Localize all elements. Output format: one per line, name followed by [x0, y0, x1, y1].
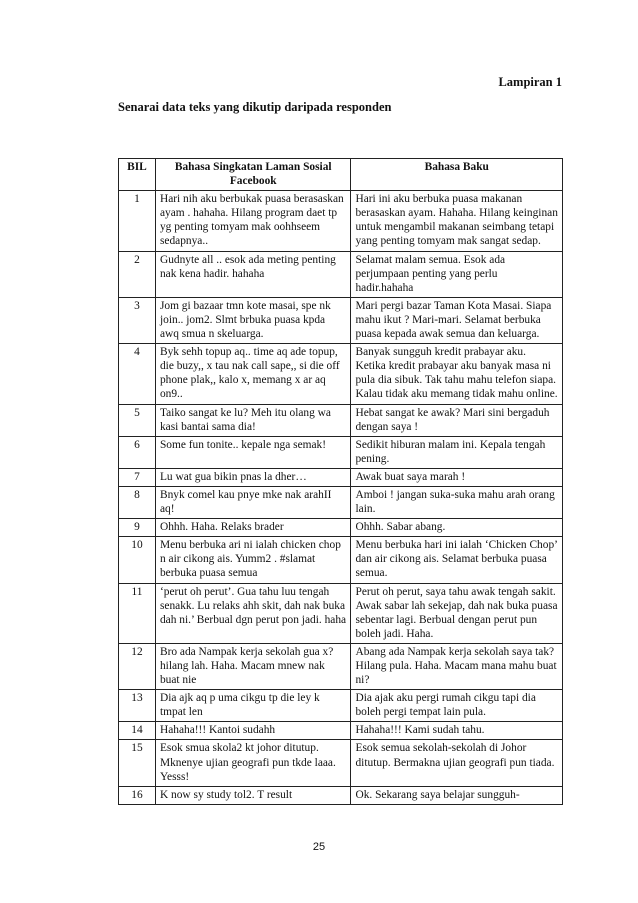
- response-data-table: [118, 158, 563, 805]
- cell-baku: Perut oh perut, saya tahu awak tengah sakit. Awak sabar lah sekejap, dah nak buka puasa sebentar lagi. Berbual dengan perut pun boleh jadi. Haha.: [351, 583, 563, 643]
- cell-baku: Selamat malam semua. Esok ada perjumpaan penting yang perlu hadir.hahaha: [351, 251, 563, 297]
- cell-baku: Hebat sangat ke awak? Mari sini bergaduh dengan saya !: [351, 404, 563, 436]
- cell-singkatan: Hahaha!!! Kantoi sudahh: [155, 722, 351, 740]
- cell-baku: Ohhh. Sabar abang.: [351, 519, 563, 537]
- cell-singkatan: Jom gi bazaar tmn kote masai, spe nk join.. jom2. Slmt brbuka puasa kpda awq smua n skeluarga.: [155, 297, 351, 343]
- table-row: [119, 722, 563, 740]
- row-number: 15: [119, 740, 156, 786]
- row-number: 13: [119, 690, 156, 722]
- cell-singkatan: Menu berbuka ari ni ialah chicken chop n air cikong ais. Yumm2 . #slamat berbuka puasa semua: [155, 537, 351, 583]
- row-number: 5: [119, 404, 156, 436]
- cell-singkatan: Hari nih aku berbukak puasa berasaskan ayam . hahaha. Hilang program daet tp yg penting tomyam mak oohhseem sedapnya..: [155, 191, 351, 251]
- cell-baku: Mari pergi bazar Taman Kota Masai. Siapa mahu ikut ? Mari-mari. Selamat berbuka puasa kepada awak semua dan keluarga.: [351, 297, 563, 343]
- row-number: 9: [119, 519, 156, 537]
- table-row: [119, 643, 563, 689]
- table-row: [119, 740, 563, 786]
- header-singkatan: Bahasa Singkatan Laman Sosial Facebook: [155, 159, 351, 191]
- appendix-label: Lampiran 1: [498, 75, 562, 89]
- cell-singkatan: ‘perut oh perut’. Gua tahu luu tengah senakk. Lu relaks ahh skit, dah nak buka dah ni.’ Berbual dgn perut pon jadi. haha: [155, 583, 351, 643]
- cell-singkatan: Byk sehh topup aq.. time aq ade topup, die buzy,, x tau nak call sape,, si die off phone plak,, kalo x, memang x ar aq on9..: [155, 344, 351, 404]
- table-row: [119, 404, 563, 436]
- cell-baku: Menu berbuka hari ini ialah ‘Chicken Chop’ dan air cikong ais. Selamat berbuka puasa semua.: [351, 537, 563, 583]
- row-number: 8: [119, 486, 156, 518]
- table-row: [119, 344, 563, 404]
- table-row: [119, 191, 563, 251]
- cell-baku: Esok semua sekolah-sekolah di Johor ditutup. Bermakna ujian geografi pun tiada.: [351, 740, 563, 786]
- table-row: [119, 583, 563, 643]
- header-baku: Bahasa Baku: [351, 159, 563, 191]
- row-number: 3: [119, 297, 156, 343]
- table-header-row: [119, 159, 563, 191]
- row-number: 10: [119, 537, 156, 583]
- cell-baku: Sedikit hiburan malam ini. Kepala tengah pening.: [351, 436, 563, 468]
- table-row: [119, 436, 563, 468]
- cell-singkatan: Bro ada Nampak kerja sekolah gua x? hilang lah. Haha. Macam mnew nak buat nie: [155, 643, 351, 689]
- cell-singkatan: Some fun tonite.. kepale nga semak!: [155, 436, 351, 468]
- table-row: [119, 297, 563, 343]
- cell-baku: Amboi ! jangan suka-suka mahu arah orang lain.: [351, 486, 563, 518]
- cell-baku: Hahaha!!! Kami sudah tahu.: [351, 722, 563, 740]
- cell-singkatan: Esok smua skola2 kt johor ditutup. Mknenye ujian geografi pun tkde laaa. Yesss!: [155, 740, 351, 786]
- row-number: 1: [119, 191, 156, 251]
- table-caption: Senarai data teks yang dikutip daripada responden: [118, 100, 392, 114]
- cell-singkatan: Bnyk comel kau pnye mke nak arahII aq!: [155, 486, 351, 518]
- table-row: [119, 786, 563, 804]
- table-row: [119, 251, 563, 297]
- cell-baku: Ok. Sekarang saya belajar sungguh-: [351, 786, 563, 804]
- cell-singkatan: K now sy study tol2. T result: [155, 786, 351, 804]
- row-number: 11: [119, 583, 156, 643]
- cell-baku: Banyak sungguh kredit prabayar aku. Ketika kredit prabayar aku banyak masa ni pula dia sibuk. Tak tahu mahu telefon siapa. Kalau tidak aku memang tidak mahu online.: [351, 344, 563, 404]
- table-row: [119, 537, 563, 583]
- row-number: 4: [119, 344, 156, 404]
- table-row: [119, 519, 563, 537]
- cell-baku: Abang ada Nampak kerja sekolah saya tak? Hilang pula. Haha. Macam mana mahu buat ni?: [351, 643, 563, 689]
- cell-singkatan: Dia ajk aq p uma cikgu tp die ley k tmpat len: [155, 690, 351, 722]
- cell-singkatan: Gudnyte all .. esok ada meting penting nak kena hadir. hahaha: [155, 251, 351, 297]
- row-number: 16: [119, 786, 156, 804]
- row-number: 12: [119, 643, 156, 689]
- row-number: 7: [119, 468, 156, 486]
- row-number: 14: [119, 722, 156, 740]
- row-number: 6: [119, 436, 156, 468]
- cell-singkatan: Ohhh. Haha. Relaks brader: [155, 519, 351, 537]
- cell-singkatan: Taiko sangat ke lu? Meh itu olang wa kasi bantai sama dia!: [155, 404, 351, 436]
- table-row: [119, 690, 563, 722]
- header-bil: BIL: [119, 159, 156, 191]
- cell-singkatan: Lu wat gua bikin pnas la dher…: [155, 468, 351, 486]
- cell-baku: Hari ini aku berbuka puasa makanan berasaskan ayam. Hahaha. Hilang keinginan untuk mengambil makanan seimbang tetapi yang penting tomyam mak sangat sedap.: [351, 191, 563, 251]
- row-number: 2: [119, 251, 156, 297]
- table-row: [119, 468, 563, 486]
- cell-baku: Awak buat saya marah !: [351, 468, 563, 486]
- cell-baku: Dia ajak aku pergi rumah cikgu tapi dia boleh pergi tempat lain pula.: [351, 690, 563, 722]
- table-row: [119, 486, 563, 518]
- page-number: 25: [312, 841, 326, 853]
